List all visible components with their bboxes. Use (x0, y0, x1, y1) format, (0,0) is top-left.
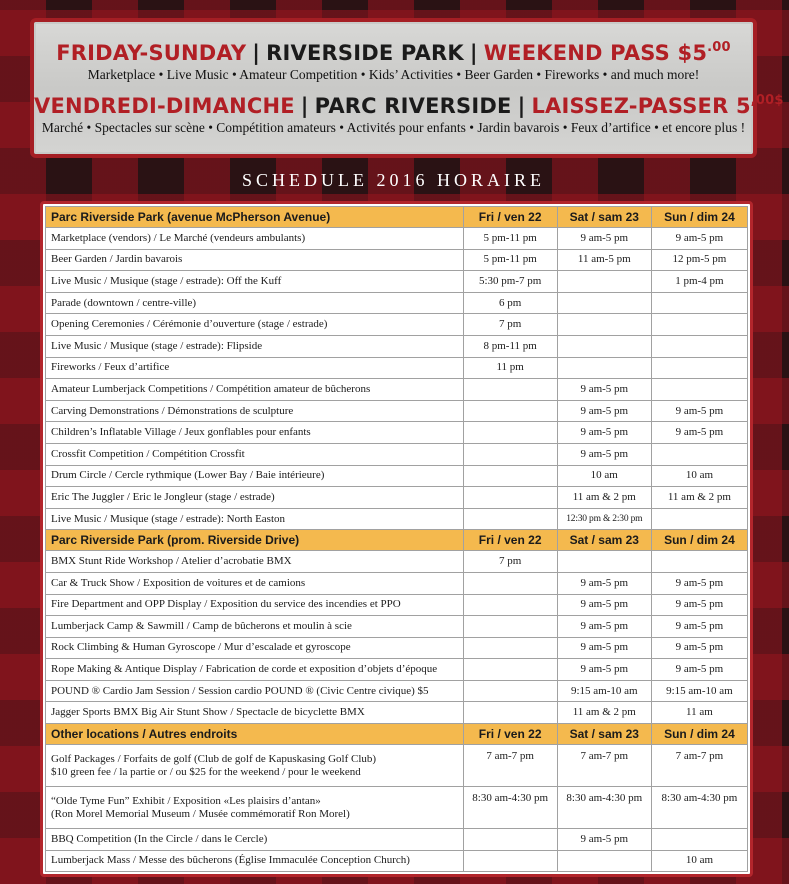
activity-name: “Olde Tyme Fun” Exhibit / Exposition «Les plaisirs d’antan» (51, 794, 321, 807)
activity-cell (46, 228, 464, 250)
table-row (46, 487, 748, 509)
time-cell-sun: 9 am-5 pm (651, 616, 747, 638)
time-cell-fri (463, 487, 557, 509)
time-cell-fri (463, 702, 557, 724)
time-cell-sat: 11 am & 2 pm (557, 487, 651, 509)
french-subline: Marché • Spectacles sur scène • Compétition amateurs • Activités pour enfants • Jardin bavarois • Feux d’artifice • et encore plus ! (41, 120, 746, 135)
time-cell-fri (463, 379, 557, 401)
activity-name: BBQ Competition (In the Circle / dans le Cercle) (51, 832, 268, 845)
activity-cell (46, 594, 464, 616)
time-cell-sun: 9 am-5 pm (651, 228, 747, 250)
english-price-cents: .00 (707, 40, 731, 55)
table-row (46, 465, 748, 487)
day-header-sat: Sat / sam 23 (557, 724, 651, 745)
time-cell-sat: 9 am-5 pm (557, 659, 651, 681)
table-row (46, 249, 748, 271)
time-cell-fri (463, 508, 557, 530)
time-cell-sun (651, 357, 747, 379)
time-cell-sat: 9 am-5 pm (557, 572, 651, 594)
time-cell-fri (463, 659, 557, 681)
day-header-sat: Sat / sam 23 (557, 530, 651, 551)
activity-name: Carving Demonstrations / Démonstrations de sculpture (51, 404, 294, 417)
day-header-fri: Fri / ven 22 (463, 207, 557, 228)
table-row (46, 357, 748, 379)
activity-name: Marketplace (vendors) / Le Marché (vendeurs ambulants) (51, 231, 306, 244)
english-headline: FRIDAY-SUNDAY | RIVERSIDE PARK | WEEKEND PASS $\$5^{.00}$ (56, 40, 731, 65)
activity-name: POUND ® Cardio Jam Session / Session cardio POUND ® (Civic Centre civique) $5 (51, 684, 429, 697)
activity-cell (46, 443, 464, 465)
time-cell-fri (463, 637, 557, 659)
time-cell-sun: 1 pm-4 pm (651, 271, 747, 293)
time-cell-fri: 8:30 am-4:30 pm (463, 787, 557, 829)
schedule-table (45, 206, 748, 872)
activity-name: Rock Climbing & Human Gyroscope / Mur d’escalade et gyroscope (51, 641, 351, 654)
time-cell-sun: 9 am-5 pm (651, 659, 747, 681)
time-cell-sun (651, 829, 747, 851)
time-cell-fri: 7 am-7 pm (463, 745, 557, 787)
activity-cell (46, 379, 464, 401)
english-subline: Marketplace • Live Music • Amateur Competition • Kids’ Activities • Beer Garden • Fireworks • and much more! (87, 67, 700, 82)
day-header-fri: Fri / ven 22 (463, 530, 557, 551)
activity-cell (46, 787, 464, 829)
time-cell-sat (557, 335, 651, 357)
time-cell-fri (463, 680, 557, 702)
time-cell-sat: 9 am-5 pm (557, 400, 651, 422)
time-cell-sun: 9 am-5 pm (651, 422, 747, 444)
location-header: Parc Riverside Park (prom. Riverside Drive) (46, 530, 464, 551)
time-cell-fri (463, 465, 557, 487)
activity-cell (46, 292, 464, 314)
time-cell-sat: 8:30 am-4:30 pm (557, 787, 651, 829)
time-cell-sun: 9 am-5 pm (651, 400, 747, 422)
time-cell-sat: 12:30 pm & 2:30 pm (557, 508, 651, 530)
time-cell-sat: 9 am-5 pm (557, 829, 651, 851)
activity-cell (46, 487, 464, 509)
time-cell-sat: 10 am (557, 465, 651, 487)
activity-name: Jagger Sports BMX Big Air Stunt Show / Spectacle de bicyclette BMX (51, 706, 365, 719)
day-header-sat: Sat / sam 23 (557, 207, 651, 228)
time-cell-sat: 7 am-7 pm (557, 745, 651, 787)
table-row (46, 680, 748, 702)
activity-name: Rope Making & Antique Display / Fabrication de corde et exposition d’objets d’époque (51, 663, 438, 676)
schedule-table-frame (40, 201, 753, 877)
time-cell-fri: 5:30 pm-7 pm (463, 271, 557, 293)
time-cell-fri (463, 400, 557, 422)
time-cell-sat: 9 am-5 pm (557, 228, 651, 250)
time-cell-sat: 9 am-5 pm (557, 637, 651, 659)
time-cell-fri: 5 pm-11 pm (463, 228, 557, 250)
activity-cell (46, 702, 464, 724)
activity-cell (46, 829, 464, 851)
time-cell-sun: 11 am & 2 pm (651, 487, 747, 509)
activity-name: Lumberjack Mass / Messe des bûcherons (Église Immaculée Conception Church) (51, 854, 410, 867)
time-cell-sun (651, 508, 747, 530)
activity-name: Golf Packages / Forfaits de golf (Club de golf de Kapuskasing Golf Club) (51, 752, 377, 765)
time-cell-sat: 9:15 am-10 am (557, 680, 651, 702)
activity-cell (46, 357, 464, 379)
activity-detail: $10 green fee / la partie or / ou $25 for the weekend / pour le weekend (51, 765, 361, 778)
time-cell-fri: 5 pm-11 pm (463, 249, 557, 271)
time-cell-sat: 11 am-5 pm (557, 249, 651, 271)
time-cell-sun (651, 443, 747, 465)
time-cell-sat: 9 am-5 pm (557, 594, 651, 616)
time-cell-fri: 7 pm (463, 551, 557, 573)
table-row (46, 335, 748, 357)
section-header-row (46, 724, 748, 745)
activity-name: Car & Truck Show / Exposition de voitures et de camions (51, 576, 306, 589)
location-header: Parc Riverside Park (avenue McPherson Avenue) (46, 207, 464, 228)
french-price: 5 (735, 94, 751, 118)
activity-cell (46, 465, 464, 487)
time-cell-sun (651, 335, 747, 357)
activity-cell (46, 745, 464, 787)
time-cell-sat (557, 850, 651, 872)
activity-name: BMX Stunt Ride Workshop / Atelier d’acrobatie BMX (51, 555, 292, 568)
activity-name: Drum Circle / Cercle rythmique (Lower Bay / Baie intérieure) (51, 469, 325, 482)
time-cell-sat (557, 551, 651, 573)
activity-detail: (Ron Morel Memorial Museum / Musée commémoratif Ron Morel) (51, 807, 350, 820)
activity-name: Fireworks / Feux d’artifice (51, 361, 170, 374)
table-row (46, 829, 748, 851)
activity-name: Live Music / Musique (stage / estrade): North Easton (51, 512, 286, 525)
table-row (46, 745, 748, 787)
english-pass: WEEKEND PASS (483, 41, 670, 65)
time-cell-sun: 10 am (651, 850, 747, 872)
activity-name: Crossfit Competition / Compétition Crossfit (51, 447, 245, 460)
french-headline: VENDREDI-DIMANCHE | PARC RIVERSIDE | LAISSEZ-PASSER $5^{,00\$}$ (34, 93, 784, 118)
time-cell-sun: 9 am-5 pm (651, 594, 747, 616)
english-price: $5 (677, 41, 708, 65)
table-row (46, 443, 748, 465)
time-cell-sat: 11 am & 2 pm (557, 702, 651, 724)
table-row (46, 379, 748, 401)
activity-cell (46, 572, 464, 594)
time-cell-sat (557, 292, 651, 314)
activity-name: Eric The Juggler / Eric le Jongleur (stage / estrade) (51, 490, 275, 503)
schedule-title: SCHEDULE 2016 HORAIRE (242, 170, 545, 190)
day-header-sun: Sun / dim 24 (651, 530, 747, 551)
time-cell-sun: 8:30 am-4:30 pm (651, 787, 747, 829)
time-cell-fri: 7 pm (463, 314, 557, 336)
activity-cell (46, 680, 464, 702)
time-cell-sat (557, 357, 651, 379)
time-cell-fri (463, 850, 557, 872)
table-row (46, 637, 748, 659)
time-cell-fri: 11 pm (463, 357, 557, 379)
activity-cell (46, 637, 464, 659)
table-row (46, 616, 748, 638)
french-place: PARC RIVERSIDE (314, 94, 512, 118)
time-cell-sat (557, 271, 651, 293)
activity-cell (46, 271, 464, 293)
time-cell-fri (463, 443, 557, 465)
time-cell-sun: 9:15 am-10 am (651, 680, 747, 702)
table-row (46, 292, 748, 314)
time-cell-fri: 6 pm (463, 292, 557, 314)
time-cell-sun: 12 pm-5 pm (651, 249, 747, 271)
table-row (46, 850, 748, 872)
time-cell-sat: 9 am-5 pm (557, 616, 651, 638)
day-header-fri: Fri / ven 22 (463, 724, 557, 745)
time-cell-sat (557, 314, 651, 336)
time-cell-sun: 9 am-5 pm (651, 572, 747, 594)
table-row (46, 271, 748, 293)
english-days: FRIDAY-SUNDAY (56, 41, 247, 65)
english-place: RIVERSIDE PARK (266, 41, 464, 65)
table-row (46, 572, 748, 594)
activity-name: Opening Ceremonies / Cérémonie d’ouverture (stage / estrade) (51, 318, 328, 331)
time-cell-fri: 8 pm-11 pm (463, 335, 557, 357)
activity-cell (46, 400, 464, 422)
time-cell-sun (651, 379, 747, 401)
time-cell-sun: 10 am (651, 465, 747, 487)
french-price-cents: ,00$ (750, 93, 784, 108)
time-cell-fri (463, 594, 557, 616)
day-header-sun: Sun / dim 24 (651, 724, 747, 745)
table-row (46, 314, 748, 336)
table-row (46, 508, 748, 530)
time-cell-fri (463, 572, 557, 594)
activity-name: Lumberjack Camp & Sawmill / Camp de bûcherons et moulin à scie (51, 619, 352, 632)
table-row (46, 659, 748, 681)
table-row (46, 702, 748, 724)
table-row (46, 400, 748, 422)
activity-name: Beer Garden / Jardin bavarois (51, 253, 183, 266)
time-cell-sat: 9 am-5 pm (557, 422, 651, 444)
section-header-row (46, 530, 748, 551)
activity-name: Live Music / Musique (stage / estrade): Off the Kuff (51, 274, 282, 287)
activity-cell (46, 335, 464, 357)
time-cell-fri (463, 422, 557, 444)
table-row (46, 422, 748, 444)
activity-name: Fire Department and OPP Display / Exposition du service des incendies et PPO (51, 598, 401, 611)
activity-cell (46, 659, 464, 681)
time-cell-fri (463, 616, 557, 638)
time-cell-sun: 7 am-7 pm (651, 745, 747, 787)
activity-cell (46, 616, 464, 638)
activity-cell (46, 249, 464, 271)
time-cell-sun (651, 314, 747, 336)
activity-cell (46, 422, 464, 444)
activity-name: Children’s Inflatable Village / Jeux gonflables pour enfants (51, 426, 311, 439)
section-header-row (46, 207, 748, 228)
activity-name: Parade (downtown / centre-ville) (51, 296, 197, 309)
location-header: Other locations / Autres endroits (46, 724, 464, 745)
time-cell-sun (651, 551, 747, 573)
french-pass: LAISSEZ-PASSER (531, 94, 729, 118)
time-cell-sun: 11 am (651, 702, 747, 724)
activity-name: Amateur Lumberjack Competitions / Compétition amateur de bûcherons (51, 382, 371, 395)
time-cell-sun: 9 am-5 pm (651, 637, 747, 659)
time-cell-fri (463, 829, 557, 851)
activity-cell (46, 314, 464, 336)
activity-cell (46, 551, 464, 573)
french-days: VENDREDI-DIMANCHE (34, 94, 295, 118)
table-row (46, 594, 748, 616)
activity-name: Live Music / Musique (stage / estrade): Flipside (51, 339, 263, 352)
time-cell-sun (651, 292, 747, 314)
activity-cell (46, 850, 464, 872)
table-row (46, 228, 748, 250)
day-header-sun: Sun / dim 24 (651, 207, 747, 228)
table-row (46, 551, 748, 573)
activity-cell (46, 508, 464, 530)
event-banner (30, 18, 784, 158)
time-cell-sat: 9 am-5 pm (557, 443, 651, 465)
table-row (46, 787, 748, 829)
time-cell-sat: 9 am-5 pm (557, 379, 651, 401)
